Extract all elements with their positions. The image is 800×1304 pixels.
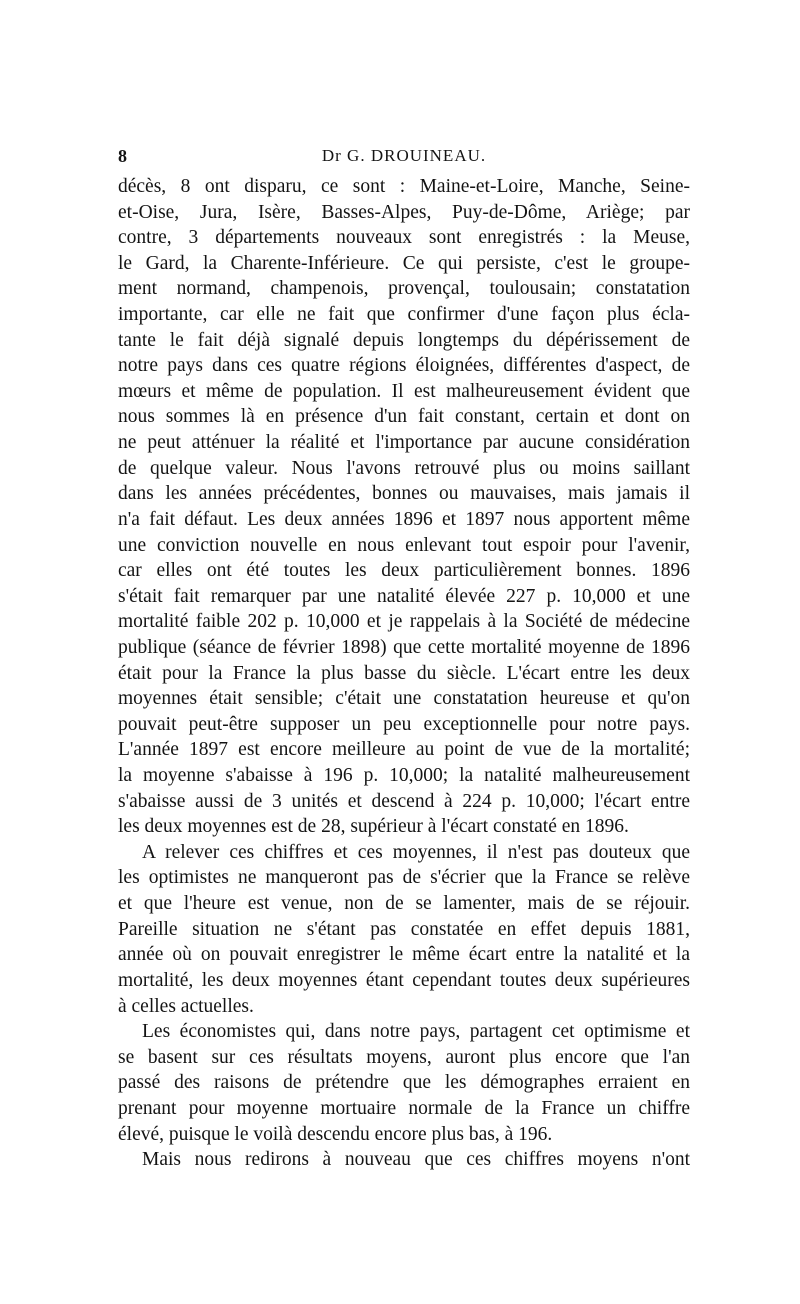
text-line: tante le fait déjà signalé depuis longtemps du dépérissement de: [118, 329, 690, 351]
page-header: [118, 146, 690, 168]
text-line: ment normand, champenois, provençal, toulousain; constatation: [118, 278, 690, 300]
text-line: moyennes était sensible; c'était une constatation heureuse et qu'on: [118, 688, 690, 710]
text-line: année où on pouvait enregistrer le même écart entre la natalité et la: [118, 944, 690, 966]
running-head: Dr G. DROUINEAU.: [321, 146, 487, 165]
text-line: Mais nous redirons à nouveau que ces chiffres moyens n'ont: [142, 1149, 690, 1171]
text-line: Pareille situation ne s'étant pas constatée en effet depuis 1881,: [118, 918, 690, 940]
text-line: nous sommes là en présence d'un fait constant, certain et dont on: [118, 406, 690, 428]
text-line: se basent sur ces résultats moyens, auront plus encore que l'an: [118, 1046, 690, 1068]
text-line: les deux moyennes est de 28, supérieur à l'écart constaté en 1896.: [118, 816, 629, 838]
body-text: [118, 174, 690, 1173]
text-line: la moyenne s'abaisse à 196 p. 10,000; la natalité malheureusement: [118, 765, 690, 787]
text-line: passé des raisons de prétendre que les démographes erraient en: [118, 1072, 690, 1094]
text-line: A relever ces chiffres et ces moyennes, il n'est pas douteux que: [142, 841, 690, 863]
text-line: dans les années précédentes, bonnes ou mauvaises, mais jamais il: [118, 483, 690, 505]
text-line: car elles ont été toutes les deux particulièrement bonnes. 1896: [118, 560, 690, 582]
text-line: s'abaisse aussi de 3 unités et descend à 224 p. 10,000; l'écart entre: [118, 790, 690, 812]
text-line: une conviction nouvelle en nous enlevant tout espoir pour l'avenir,: [118, 534, 690, 556]
text-line: était pour la France la plus basse du siècle. L'écart entre les deux: [118, 662, 690, 684]
text-line: mortalité, les deux moyennes étant cependant toutes deux supérieures: [118, 969, 690, 991]
text-line: mœurs et même de population. Il est malheureusement évident que: [118, 380, 690, 402]
text-line: importante, car elle ne fait que confirmer d'une façon plus écla-: [118, 304, 690, 326]
text-line: de quelque valeur. Nous l'avons retrouvé plus ou moins saillant: [118, 457, 690, 479]
text-line: contre, 3 départements nouveaux sont enregistrés : la Meuse,: [118, 227, 690, 249]
text-line: les optimistes ne manqueront pas de s'écrier que la France se relève: [118, 867, 690, 889]
text-line: Les économistes qui, dans notre pays, partagent cet optimisme et: [142, 1021, 690, 1043]
text-line: notre pays dans ces quatre régions éloignées, différentes d'aspect, de: [118, 355, 690, 377]
text-line: mortalité faible 202 p. 10,000 et je rappelais à la Société de médecine: [118, 611, 690, 633]
text-line: publique (séance de février 1898) que cette mortalité moyenne de 1896: [118, 636, 690, 658]
text-line: le Gard, la Charente-Inférieure. Ce qui persiste, c'est le groupe-: [118, 252, 690, 274]
text-line: décès, 8 ont disparu, ce sont : Maine-et-Loire, Manche, Seine-: [118, 176, 690, 197]
text-line: n'a fait défaut. Les deux années 1896 et 1897 nous apportent même: [118, 508, 690, 530]
text-line: et que l'heure est venue, non de se lamenter, mais de se réjouir.: [118, 893, 690, 915]
text-line: élevé, puisque le voilà descendu encore plus bas, à 196.: [118, 1123, 553, 1145]
text-line: pouvait peut-être supposer un peu exceptionnelle pour notre pays.: [118, 713, 690, 735]
page-number: 8: [118, 146, 127, 166]
text-line: prenant pour moyenne mortuaire normale de la France un chiffre: [118, 1097, 690, 1119]
text-line: s'était fait remarquer par une natalité élevée 227 p. 10,000 et une: [118, 585, 690, 607]
text-line: et-Oise, Jura, Isère, Basses-Alpes, Puy-de-Dôme, Ariège; par: [118, 201, 690, 223]
text-line: à celles actuelles.: [118, 995, 254, 1017]
text-line: L'année 1897 est encore meilleure au point de vue de la mortalité;: [118, 739, 690, 761]
text-line: ne peut atténuer la réalité et l'importance par aucune considération: [118, 432, 690, 454]
